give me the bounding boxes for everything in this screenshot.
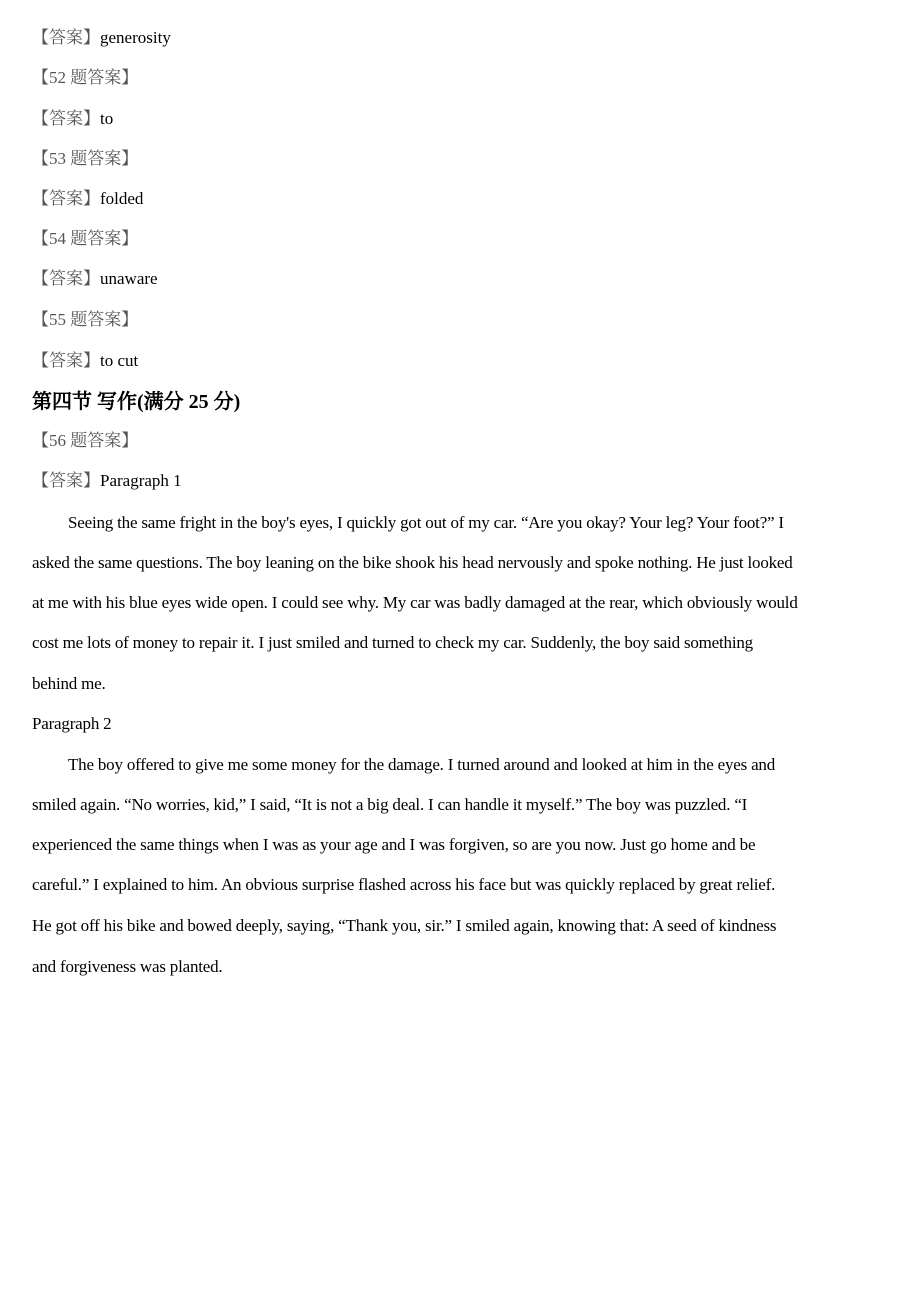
section-heading: 第四节 写作(满分 25 分) — [32, 391, 241, 413]
answer-label: 【答案】 — [32, 189, 100, 208]
paragraph2-title: Paragraph 2 — [32, 714, 112, 733]
answer-line-53 — [32, 187, 143, 211]
answer-label: 【答案】 — [32, 28, 100, 47]
paragraph1-line: Seeing the same fright in the boy's eyes, I quickly got out of my car. “Are you okay? Your leg? Your foot?” I — [68, 513, 784, 532]
answer-value: generosity — [100, 28, 171, 47]
answer-line-54 — [32, 267, 158, 291]
question-header-56 — [32, 429, 138, 453]
paragraph1-line: asked the same questions. The boy leaning on the bike shook his head nervously and spoke nothing. He just looked — [32, 553, 793, 572]
answer-line-52 — [32, 107, 113, 131]
question-header-55 — [32, 308, 138, 332]
question-header-label: 【54 题答案】 — [32, 229, 139, 248]
question-header-label: 【55 题答案】 — [32, 310, 139, 329]
answer-label: 【答案】 — [32, 351, 100, 370]
paragraph2-line: The boy offered to give me some money for the damage. I turned around and looked at him in the eyes and — [68, 755, 776, 774]
question-header-52 — [32, 66, 138, 90]
paragraph2-line: He got off his bike and bowed deeply, saying, “Thank you, sir.” I smiled again, knowing that: A seed of kindness — [32, 916, 777, 935]
answer-line-51 — [32, 26, 171, 50]
answer-value: to cut — [100, 351, 139, 370]
answer-value: to — [100, 109, 114, 128]
question-header-label: 【56 题答案】 — [32, 431, 139, 450]
answer-label: 【答案】 — [32, 269, 100, 288]
answer-line-55 — [32, 349, 138, 373]
question-header-label: 【53 题答案】 — [32, 149, 139, 168]
answer-value: unaware — [100, 269, 158, 288]
question-header-54 — [32, 227, 138, 251]
paragraph1-line: behind me. — [32, 674, 106, 693]
answer-label: 【答案】 — [32, 471, 100, 490]
question-header-53 — [32, 147, 138, 171]
answer-label: 【答案】 — [32, 109, 100, 128]
paragraph2-line: experienced the same things when I was as your age and I was forgiven, so are you now. Just go home and be — [32, 835, 756, 854]
paragraph1-line: cost me lots of money to repair it. I just smiled and turned to check my car. Suddenly, the boy said something — [32, 633, 753, 652]
paragraph2-line: and forgiveness was planted. — [32, 957, 223, 976]
paragraph1-title: Paragraph 1 — [100, 471, 182, 490]
answer-value: folded — [100, 189, 144, 208]
paragraph1-line: at me with his blue eyes wide open. I could see why. My car was badly damaged at the rear, which obviously would — [32, 593, 798, 612]
paragraph2-line: careful.” I explained to him. An obvious surprise flashed across his face but was quickly replaced by great relief. — [32, 875, 776, 894]
answer-line-56 — [32, 469, 182, 493]
paragraph2-line: smiled again. “No worries, kid,” I said, “It is not a big deal. I can handle it myself.” The boy was puzzled. “I — [32, 795, 748, 814]
question-header-label: 【52 题答案】 — [32, 68, 139, 87]
